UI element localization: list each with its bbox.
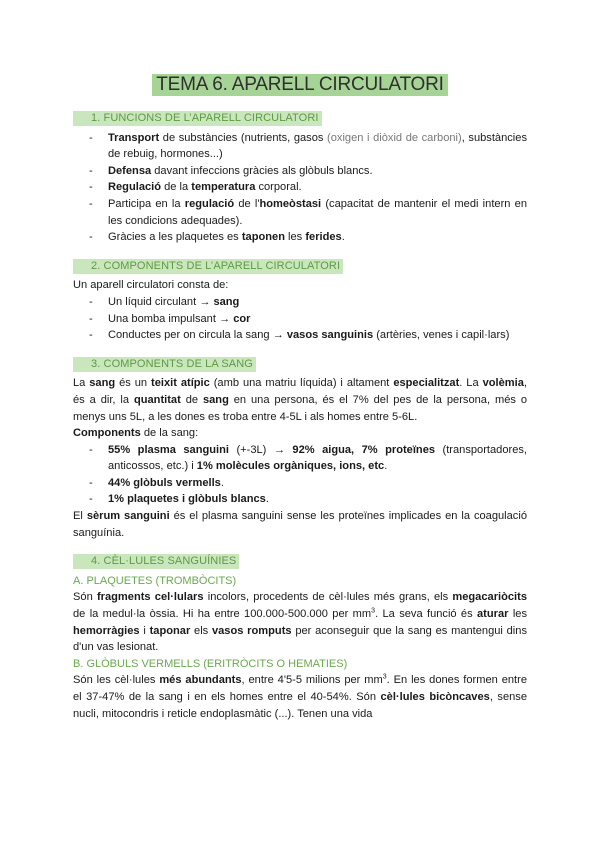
list-item bbox=[73, 229, 527, 246]
text: (+-3L) → bbox=[229, 443, 293, 456]
text: . bbox=[341, 231, 345, 244]
term: 44% glòbuls vermells bbox=[108, 476, 221, 489]
text: Un líquid circulant → bbox=[108, 295, 214, 308]
term: aturar bbox=[477, 608, 509, 621]
list-item bbox=[73, 179, 527, 196]
section-3-heading: 3. COMPONENTS DE LA SANG bbox=[73, 357, 256, 372]
term: taponen bbox=[241, 231, 285, 244]
list-item bbox=[73, 130, 527, 163]
page-title: TEMA 6. APARELL CIRCULATORI bbox=[152, 74, 447, 96]
text: Participa en la bbox=[108, 197, 185, 210]
superscript: 3 bbox=[371, 607, 376, 615]
subsection-b-heading: B. GLÒBULS VERMELLS (ERITRÒCITS O HEMATIES) bbox=[73, 657, 348, 670]
section-4-heading: 4. CÈL·LULES SANGUÍNIES bbox=[73, 554, 239, 569]
term: megacariòcits bbox=[452, 591, 527, 604]
text: . bbox=[384, 460, 388, 473]
term: Defensa bbox=[108, 164, 152, 177]
term: sang bbox=[89, 377, 116, 390]
text: (transportadores, anticossos, etc.) i bbox=[108, 443, 527, 473]
section-2-intro: Un aparell circulatori consta de: bbox=[73, 279, 229, 292]
blood-components-list bbox=[73, 442, 527, 508]
text: incolors, procedents de cèl·lules més grans, els bbox=[203, 591, 453, 604]
text: . bbox=[220, 476, 224, 489]
list-item bbox=[73, 475, 527, 492]
list-item bbox=[73, 196, 527, 229]
term: Regulació bbox=[108, 181, 162, 194]
section-3 bbox=[73, 356, 527, 373]
title-wrap bbox=[0, 74, 600, 96]
content bbox=[73, 108, 527, 722]
text: Són bbox=[73, 591, 97, 604]
text: de bbox=[180, 393, 203, 406]
components-label bbox=[73, 425, 527, 442]
text: de la medul·la òssia. Hi ha entre 100.000-500.000 per mm bbox=[73, 608, 372, 621]
term: sang bbox=[202, 393, 229, 406]
text: de la sang: bbox=[140, 427, 199, 440]
text: . La bbox=[459, 377, 483, 390]
text: en una persona, és el 7% del pes de la persona, més o menys uns 5L, a les dones es troba entre 4-5L i als homes entre 5-6L. bbox=[73, 393, 527, 423]
text: Gràcies a les plaquetes es bbox=[108, 231, 242, 244]
text: les bbox=[284, 231, 306, 244]
term: sèrum sanguini bbox=[86, 510, 170, 523]
term: fragments cel·lulars bbox=[96, 591, 204, 604]
section-2-heading: 2. COMPONENTS DE L’APARELL CIRCULATORI bbox=[73, 259, 343, 274]
term: 1% plaquetes i glòbuls blancs bbox=[108, 493, 266, 506]
section-2 bbox=[73, 258, 527, 275]
text: Una bomba impulsant → bbox=[108, 312, 234, 325]
term: cor bbox=[233, 312, 251, 325]
functions-list bbox=[73, 130, 527, 246]
term: teixit atípic bbox=[151, 377, 210, 390]
text: Són les cèl·lules bbox=[73, 674, 160, 687]
term: sang bbox=[213, 295, 240, 308]
text: . La seva funció és bbox=[375, 608, 478, 621]
text: és el plasma sanguini sense les proteïnes implicades en la coagulació sanguínia. bbox=[73, 510, 527, 539]
term: volèmia bbox=[482, 377, 524, 390]
term: cèl·lules bicòncaves bbox=[380, 691, 490, 703]
list-item bbox=[73, 311, 527, 328]
term: Components bbox=[73, 427, 141, 440]
term: més abundants bbox=[159, 674, 242, 687]
text: per aconseguir que la sang es mantengui dins d'un vas lesionat. bbox=[73, 624, 527, 654]
text: . En les dones formen entre el 37-47% de la sang i en els homes entre el 40-54%. Són bbox=[73, 674, 528, 703]
term: ferides bbox=[305, 231, 342, 244]
text: . bbox=[265, 493, 269, 506]
term: 92% aigua, 7% proteïnes bbox=[292, 443, 436, 456]
text: i bbox=[139, 624, 150, 637]
text: El bbox=[73, 510, 87, 523]
list-item bbox=[73, 163, 527, 180]
text: , és a dir, la bbox=[73, 377, 527, 406]
text: de l' bbox=[234, 197, 260, 210]
text: davant infeccions gràcies als glòbuls blancs. bbox=[151, 164, 373, 177]
text: , sense nucli, mitocondris i reticle endoplasmàtic (...). Tenen una vida bbox=[73, 691, 527, 720]
section-4 bbox=[73, 553, 527, 570]
term: vasos romputs bbox=[211, 624, 292, 637]
term: especialitzat bbox=[393, 377, 460, 390]
section-1 bbox=[73, 110, 527, 127]
text-gray: (oxigen i diòxid de carboni) bbox=[327, 131, 462, 144]
term: 1% molècules orgàniques, ions, etc bbox=[196, 460, 385, 473]
serum-paragraph bbox=[73, 508, 527, 541]
text: La bbox=[73, 377, 90, 390]
text: de la bbox=[161, 181, 192, 194]
subsection-a-heading: A. PLAQUETES (TROMBÒCITS) bbox=[73, 574, 237, 587]
list-item bbox=[73, 442, 527, 475]
text: les bbox=[508, 608, 528, 621]
term: homeòstasi bbox=[259, 197, 322, 210]
text: (amb una matriu líquida) i altament bbox=[209, 377, 394, 390]
term: quantitat bbox=[133, 393, 181, 406]
text: (capacitat de mantenir el medi intern en les condicions adequades). bbox=[108, 197, 527, 227]
list-item bbox=[73, 294, 527, 311]
list-item bbox=[73, 491, 527, 508]
term: hemorràgies bbox=[73, 624, 140, 637]
text: Conductes per on circula la sang → bbox=[108, 329, 287, 342]
red-cells-paragraph bbox=[73, 672, 527, 722]
term: vasos sanguinis bbox=[286, 329, 374, 342]
text: (artèries, venes i capil·lars) bbox=[373, 329, 510, 342]
text: de substàncies (nutrients, gasos bbox=[159, 131, 328, 144]
text: , substàncies de rebuig, hormones...) bbox=[108, 131, 527, 161]
platelets-paragraph bbox=[73, 589, 527, 655]
blood-paragraph bbox=[73, 375, 527, 425]
text: corporal. bbox=[255, 181, 302, 194]
superscript: 3 bbox=[382, 673, 387, 681]
text: és un bbox=[115, 377, 152, 390]
term: taponar bbox=[149, 624, 191, 637]
list-item bbox=[73, 327, 527, 344]
term: temperatura bbox=[191, 181, 256, 194]
components-list bbox=[73, 294, 527, 344]
section-1-heading: 1. FUNCIONS DE L’APARELL CIRCULATORI bbox=[73, 111, 322, 126]
term: Transport bbox=[108, 131, 160, 144]
text: , entre 4'5-5 milions per mm bbox=[241, 674, 383, 687]
text: els bbox=[190, 624, 212, 637]
term: regulació bbox=[184, 197, 235, 210]
term: 55% plasma sanguini bbox=[108, 443, 229, 456]
